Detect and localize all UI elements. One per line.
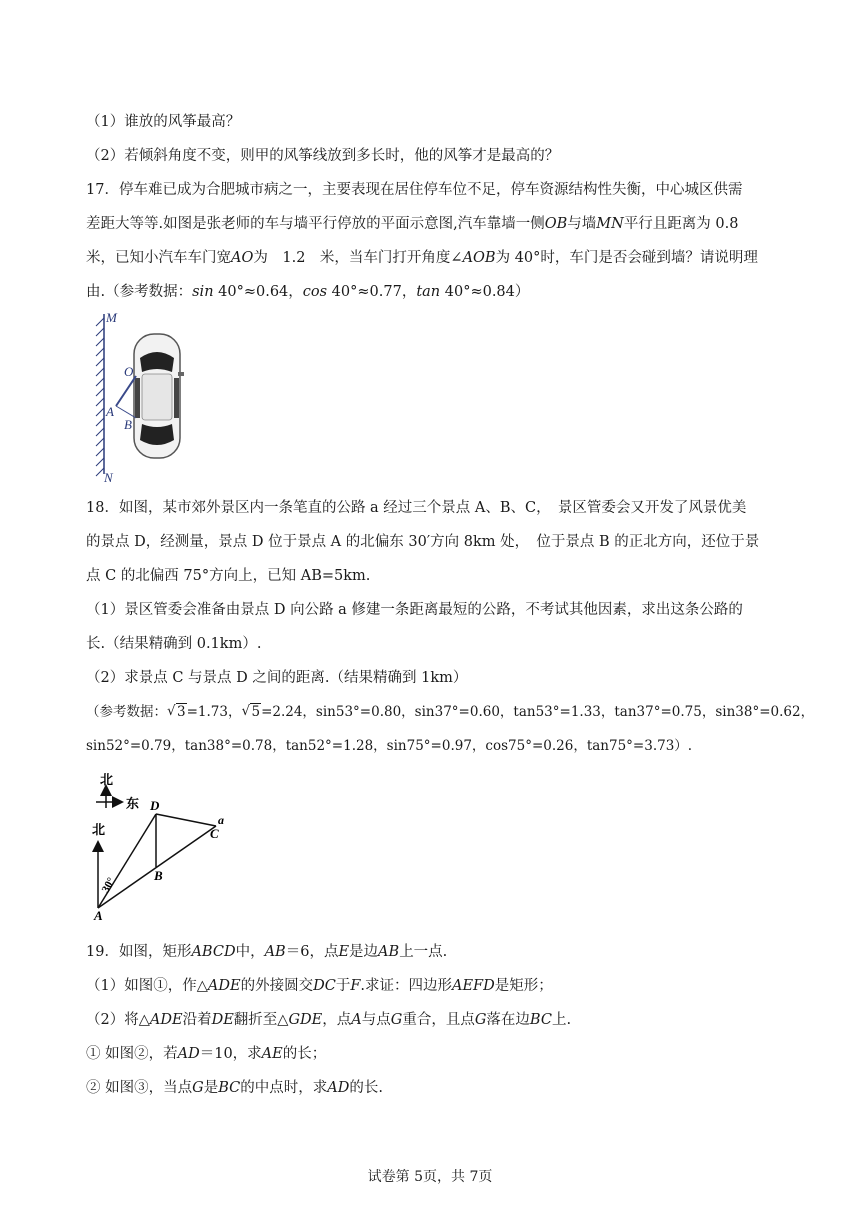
label-D: D bbox=[150, 798, 160, 813]
q19-line4: ① 如图②，若AD＝10，求AE的长； bbox=[86, 1046, 327, 1062]
line-DC bbox=[156, 814, 216, 826]
label-O: O bbox=[124, 364, 134, 379]
door-line-OA bbox=[116, 376, 136, 406]
angle-label: 30° bbox=[99, 875, 118, 895]
q16-sub1: （1）谁放的风筝最高？ bbox=[86, 114, 241, 130]
q18-line4: （1）景区管委会准备由景点 D 向公路 a 修建一条距离最短的公路，不考试其他因素，求出这条公路的 bbox=[86, 602, 743, 618]
q17-line2: 差距大等等.如图是张老师的车与墙平行停放的平面示意图,汽车靠墙一侧OB与墙MN平行且距离为 0.8 bbox=[86, 216, 739, 232]
q19-line1: 19．如图，矩形ABCD中，AB＝6，点E是边AB上一点. bbox=[86, 944, 448, 960]
compass-east-label: 东 bbox=[126, 796, 140, 811]
wall-hatching bbox=[96, 318, 104, 476]
q17-line3: 米，已知小汽车车门宽AO为 1.2 米，当车门打开角度∠AOB为 40°时，车门是否会碰到墙？请说明理 bbox=[86, 250, 758, 266]
q18-line6: （2）求景点 C 与景点 D 之间的距离.（结果精确到 1km） bbox=[86, 670, 468, 686]
q18-line1: 18．如图，某市郊外景区内一条笔直的公路 a 经过三个景点 A、B、C， 景区管委会又开发了风景优美 bbox=[86, 500, 747, 516]
q18-line2: 的景点 D，经测量，景点 D 位于景点 A 的北偏东 30′方向 8km 处， 位于景点 B 的正北方向，还位于景 bbox=[86, 534, 760, 550]
north-label-A: 北 bbox=[92, 822, 106, 837]
q17-line1: 17．停车难已成为合肥城市病之一，主要表现在居住停车位不足，停车资源结构性失衡，中心城区供需 bbox=[86, 182, 743, 198]
compass-north-label: 北 bbox=[100, 772, 114, 787]
q17-line4: 由.（参考数据：sin 40°≈0.64，cos 40°≈0.77，tan 40°≈0.84） bbox=[86, 284, 530, 300]
label-C: C bbox=[210, 826, 219, 841]
car-door-figure bbox=[84, 306, 194, 486]
q19-line5: ② 如图③，当点G是BC的中点时，求AD的长. bbox=[86, 1080, 383, 1096]
label-N: N bbox=[104, 470, 113, 485]
label-a: a bbox=[218, 813, 224, 827]
q18-ref2: sin52°=0.79，tan38°=0.78，tan52°=1.28，sin75°=0.97，cos75°=0.26，tan75°=3.73）. bbox=[86, 738, 693, 754]
q18-ref1: （参考数据：√ 3=1.73，√ 5=2.24，sin53°=0.80，sin37°=0.60，tan53°=1.33，tan37°=0.75，sin38°=0.62， bbox=[86, 702, 776, 722]
car-icon bbox=[134, 334, 184, 458]
label-A: A bbox=[106, 404, 114, 419]
road-a bbox=[98, 826, 216, 908]
label-B: B bbox=[124, 417, 132, 432]
q19-line2: （1）如图①，作△ADE的外接圆交DC于F.求证：四边形AEFD是矩形； bbox=[86, 978, 553, 994]
page-footer: 试卷第 5页，共 7页 bbox=[367, 1169, 493, 1185]
q19-line3: （2）将△ADE沿着DE翻折至△GDE，点A与点G重合，且点G落在边BC上. bbox=[86, 1012, 572, 1028]
label-M: M bbox=[106, 310, 117, 325]
scenic-spots-figure bbox=[84, 768, 244, 928]
q18-line5: 长.（结果精确到 0.1km）. bbox=[86, 636, 262, 652]
label-B: B bbox=[154, 868, 163, 883]
q16-sub2: （2）若倾斜角度不变，则甲的风筝线放到多长时，他的风筝才是最高的？ bbox=[86, 148, 560, 164]
label-A: A bbox=[94, 908, 103, 923]
q18-line3: 点 C 的北偏西 75°方向上，已知 AB=5km. bbox=[86, 568, 371, 584]
